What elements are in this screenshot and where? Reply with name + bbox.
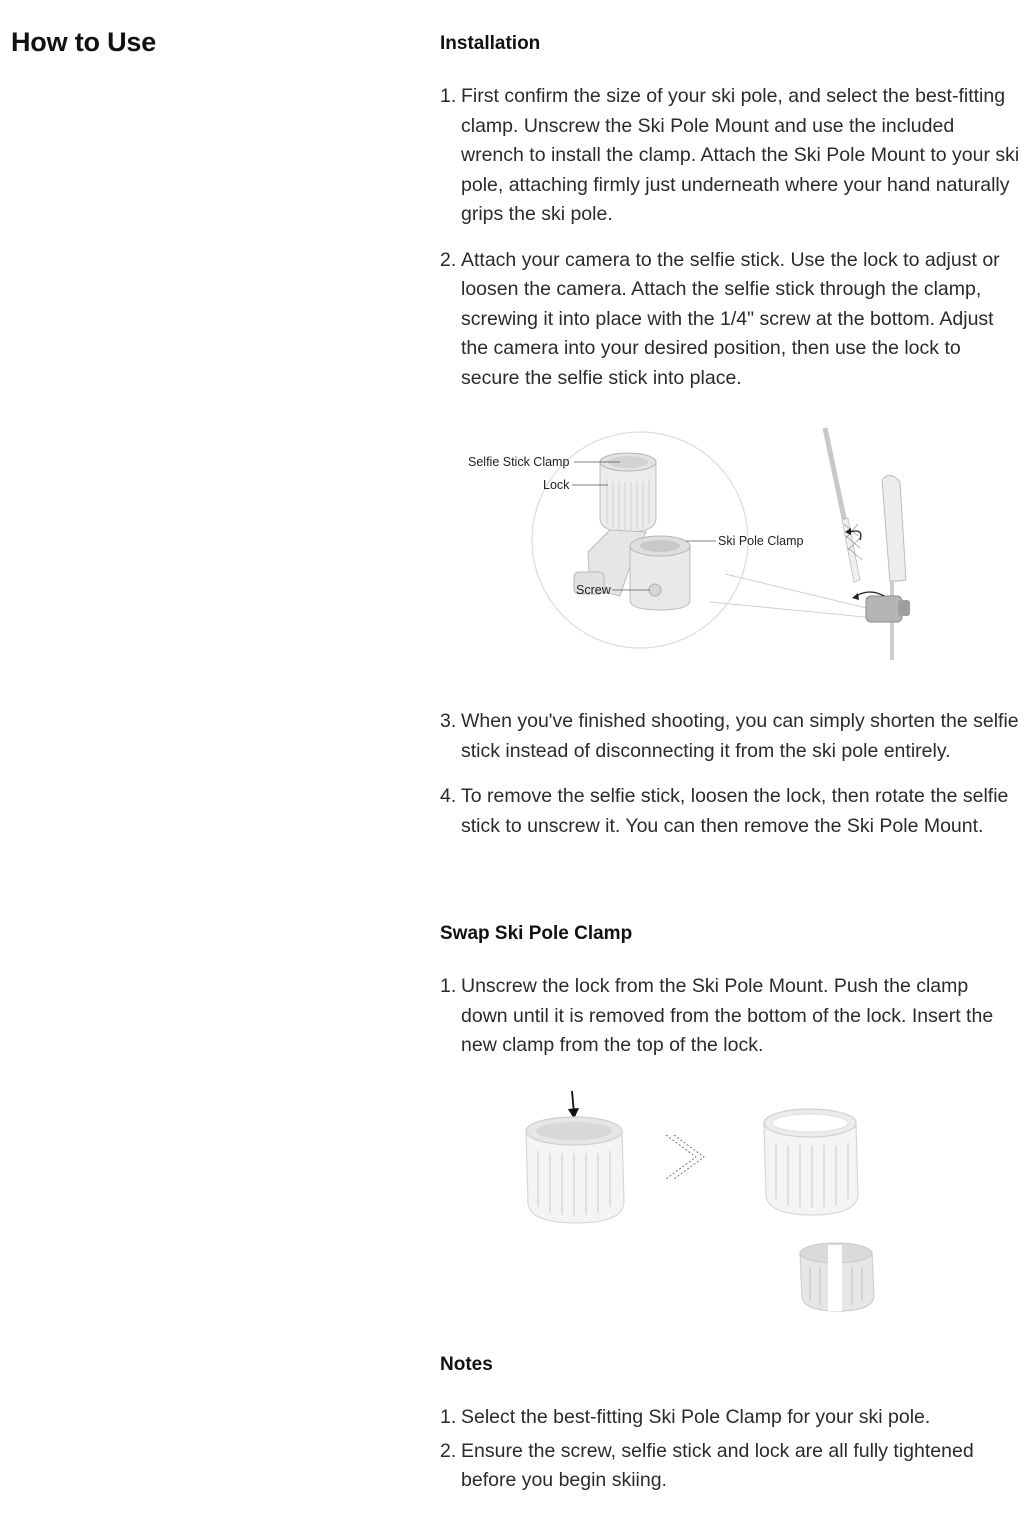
list-item [440, 246, 1020, 394]
note-text: Select the best-fitting Ski Pole Clamp for your ski pole. [461, 1406, 931, 1428]
step-number: 1. [440, 85, 457, 107]
swap-clamp-heading: Swap Ski Pole Clamp [440, 923, 633, 944]
list-item [440, 1437, 1020, 1496]
chevron-right-icon [666, 1135, 704, 1179]
clamp-swap-diagram [510, 1085, 930, 1325]
notes-heading: Notes [440, 1354, 493, 1375]
notes-list [440, 1403, 1020, 1496]
list-item [440, 707, 1020, 766]
removed-clamp [800, 1243, 874, 1311]
step-number: 4. [440, 785, 457, 807]
list-item [440, 1403, 1020, 1433]
note-number: 2. [440, 1439, 457, 1462]
label-screw: Screw [576, 583, 611, 597]
step-text: To remove the selfie stick, loosen the lock, then rotate the selfie stick to unscrew it. You can then remove the Ski Pole Mount. [461, 785, 1009, 837]
ski-pole-illustration [825, 428, 910, 660]
lock-with-clamp [526, 1117, 624, 1223]
step-text: Attach your camera to the selfie stick. Use the lock to adjust or loosen the camera. Attach the selfie stick through the clamp, screwing it into place with the 1/4" screw at the bottom. Adjust the camera into your desired position, then use the lock to secure the selfie stick into place. [461, 248, 1000, 389]
note-text: Ensure the screw, selfie stick and lock are all fully tightened before you begin skiing. [461, 1439, 974, 1491]
label-selfie-stick-clamp: Selfie Stick Clamp [468, 455, 570, 469]
mount-diagram [460, 420, 1020, 670]
swap-steps [440, 972, 1020, 1061]
list-item [440, 972, 1020, 1061]
list-item [440, 82, 1020, 230]
step-number: 1. [440, 975, 457, 997]
installation-steps-1-2 [440, 82, 1020, 393]
lock-empty [764, 1109, 858, 1215]
step-number: 2. [440, 248, 457, 271]
step-text: Unscrew the lock from the Ski Pole Mount. Push the clamp down until it is removed from the bottom of the lock. Insert the new clamp from the top of the lock. [461, 975, 994, 1056]
step-number: 3. [440, 710, 457, 732]
step-text: When you've finished shooting, you can simply shorten the selfie stick instead of disconnecting it from the ski pole entirely. [461, 710, 1019, 762]
installation-heading: Installation [440, 33, 541, 54]
label-lock: Lock [543, 478, 570, 492]
step-text: First confirm the size of your ski pole, and select the best-fitting clamp. Unscrew the Ski Pole Mount and use the included wrench to install the clamp. Attach the Ski Pole Mount to your ski pole, attaching firmly just underneath where your hand naturally grips the ski pole. [461, 85, 1020, 225]
list-item [440, 782, 1020, 841]
installation-steps-3-4 [440, 707, 1020, 841]
label-ski-pole-clamp: Ski Pole Clamp [718, 534, 804, 548]
page-title: How to Use [11, 27, 157, 57]
note-number: 1. [440, 1406, 457, 1428]
